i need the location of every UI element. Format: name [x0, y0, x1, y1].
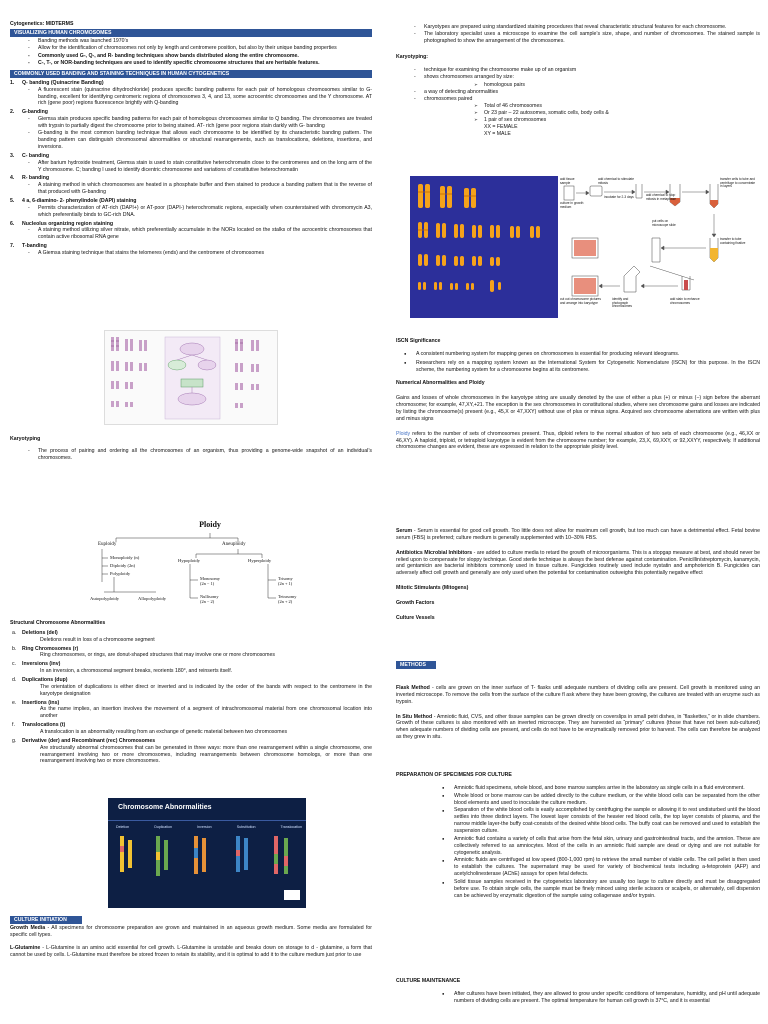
list-item: - shows chromosomes arranged by size: — [396, 74, 760, 81]
methods-section — [396, 661, 760, 741]
karyotype-photo — [410, 176, 558, 318]
list-item: - The laboratory specialist uses a microscope to examine the cell sample’s size, shape, and number of chromosomes. The stained sample is photographed to show the arrangement of the chromosomes. — [396, 31, 760, 45]
serum-paragraph: Serum - Serum is essential for good cell growth. Too little does not allow for maximum cell growth, but too much can have a detrimental effect. Fetal bovine serum (FBS) is preferred; culture medium is generally supplemented with 10–30% FBS. — [396, 528, 760, 541]
ploidy-diagram — [86, 520, 334, 614]
technique-title: 2. G-banding — [10, 109, 48, 116]
structural-desc: As the name implies, an insertion involves the movement of a segment of intrachromosomal material from one chromosomal location into another — [40, 706, 372, 720]
monoploidy-label: Monoploidy (n) — [110, 555, 140, 560]
technique-desc: - A staining method utilizing silver nitrate, which preferentially accumulate in the NORs located on the stalks of the acrocentric chromosomes that contain active ribosomal RNA gene — [10, 227, 372, 241]
culture-vessels: Culture Vessels — [396, 614, 435, 621]
karyotyping-def: - The process of pairing and ordering all the chromosomes of an organism, thus providing a genome-wide snapshot of an individual’s chromosomes. — [10, 448, 372, 462]
list-item: - Commonly used G-, Q-, and R- banding techniques show bands distributed along the entire chromosome. — [10, 53, 372, 60]
technique-title: 7. T-banding — [10, 243, 47, 250]
bullet-item: ● Amniotic fluid contains a variety of cells that arise from the fetal skin, urinary and gastrointestinal tracts, and the amnion. These are collectively referred to as amniocytes. Most of the cells in an amniotic fluid sample are dead or dying and are not suitable for cytogenetic analysis. — [396, 836, 760, 857]
structural-item: c. Inversions (inv) — [12, 661, 61, 668]
structural-section — [10, 620, 372, 765]
growth-media-paragraph: Growth Media - All specimens for chromosome preparation are grown and maintained in an aqueous growth medium. Some media are formulated for specific cell types. — [10, 925, 372, 938]
bullet-item: ● Amniotic fluid specimens, whole blood, and bone marrow samples arrive in the laboratory as single cells in a fluid environment. — [396, 785, 760, 792]
diploidy-label: Diploidy (2n) — [110, 563, 136, 568]
flow-step-3: incubate for 2-3 days — [604, 195, 634, 199]
sex-male: XY = MALE — [484, 130, 511, 137]
bullet-item: ● A consistent numbering system for mapping genes on chromosomes is essential for producing relevant ideograms. — [396, 351, 760, 358]
technique-title: 3. C- banding — [10, 152, 50, 159]
doc-title: Cytogenetics: MIDTERMS — [10, 21, 74, 27]
flow-step-11: add stain to enhance chromosomes — [670, 297, 700, 305]
ploidy-title: Ploidy — [199, 520, 221, 529]
arrow-item: ➢ Total of 46 chromosomes — [396, 103, 760, 110]
technique-title: 6. Nucleolus organizing region staining — [10, 220, 114, 227]
tetrasomy-label: Tetrasomy (2n + 2) — [278, 594, 297, 605]
mitotic-stimulants: Mitotic Stimulants (Mitogens) — [396, 585, 469, 592]
abnormality-chromosomes — [108, 832, 306, 904]
technique-desc: - Permits characterization of AT-rich (DAPI+) or AT-poor (DAPI-) heterochromatic regions, especially when counterstained with chromomycin A3, which preferentially binds to GC-rich DNA. — [10, 205, 372, 219]
arrow-item: ➢ 1 pair of sex chromosomes — [396, 117, 760, 124]
left-column — [10, 21, 372, 257]
bullet-item: ● Researchers rely on a mapping system known as the International System for Cytogenetic Nomenclature (ISCN) for this purpose. In the ISCN scheme, the numbering system for a chromosome begins at its centromere. — [396, 360, 760, 374]
bullet-item: ● After cultures have been initiated, they are allowed to grow under specific conditions of temperature, humidity, and pH until adequate numbers of dividing cells are present. The optimal temperature for human cell growth is 37°C, and it is essential — [396, 991, 760, 1005]
technique-desc: - After barium hydroxide treatment, Giemsa stain is used to stain constitutive heterochromatin close to the centromeres and on the long arm of the Y chromosome. C; banding I used to identify dicentric chromosome and variations of constitutive heterochromatin — [10, 160, 372, 174]
karyotype-procedure-flowchart — [560, 176, 756, 318]
list-item: - a way of detecting abnormalities — [396, 89, 760, 96]
karyotyping-left — [10, 436, 372, 462]
bullet-item: ● Solid tissue samples received in the cytogenetics laboratory are usually too large to culture directly and must be disaggregated before use. To obtain single cells, the sample must be finely minced using sterile scissors or scalpels, or alternately, cell dispersion can be achieved by enzymatic digestion of the sample using collagenase and/or trypsin. — [396, 879, 760, 900]
technique-desc: - G-banding is the most common banding technique that allows each chromosome to be identified by its characteristic banding pattern. The banding pattern can distinguish chromosomal abnormalities or structural rearrangements, such as translocations, deletions, insertions, and inversions. — [10, 130, 372, 151]
section-visualizing: VISUALIZING HUMAN CHROMOSOMES — [10, 29, 372, 37]
list-item: - Banding methods was launched 1970’s — [10, 38, 372, 45]
flow-step-4: add chemical to stop mitosis in metaphase — [646, 193, 676, 201]
maintenance-title: CULTURE MAINTENANCE — [396, 978, 461, 984]
flow-step-9: cut out chromosome pictures and arrange into karyotype — [560, 297, 601, 305]
autopolyploidy-label: Autopolyploidy — [90, 596, 120, 601]
numerical-paragraph: Gains and losses of whole chromosomes in the karyotype string are usually denoted by the use of either a plus (+) or minus (−) sign before the aberrant chromosome; for example, 47,XY,+21. The exception is the sex chromosomes in constitutional studies, where sex chromosome gains and losses are indicated by listing the chromosome(s) present (e.g., 45,X or 47,XXY) without use of plus or minus signs. Acquired sex chromosome aberrations are written with plus and minus signs — [396, 395, 760, 422]
nullisomy-label: Nullisomy (2n − 2) — [200, 594, 219, 605]
iscn-title: ISCN Significance — [396, 338, 441, 344]
karyotyping-title: Karyotyping — [10, 436, 41, 442]
chromosome-abnormalities-image — [108, 798, 306, 908]
visualizing-list — [10, 38, 372, 67]
antibiotics-paragraph: Antibiotics Microbial Inhibitors - are added to culture media to retard the growth of microorganisms. This is a stopgap measure at best, and should never be relied upon to compensate for sloppy technique. Good sterile technique is always the best defense against contamination. Penicillin/streptomycin, kanamycin, and gentamicin are bacterial inhibitors commonly used in tissue culture. Fungicides routinely used include nystatin and amphotericin B. Fungicides can adversely affect cell growth and generally are only used when the potential for contamination outweighs this potentially negative effect — [396, 549, 760, 577]
structural-desc: In an inversion, a chromosomal segment breaks, reorients 180°, and reinserts itself. — [40, 668, 233, 675]
technique-desc: - A staining method in which chromosomes are heated in a phosphate buffer and then stained to produce a banding pattern that is the reverse of that produced with G-banding — [10, 182, 372, 196]
technique-desc: - Giemsa stain produces specific banding patterns for each pair of homologous chromosomes similar to Q banding. The chromosomes are treated with trypsin to partially digest the chromosome prior to being stained. AT- rich (gene poor regions stain darkly with G- banding — [10, 116, 372, 130]
trisomy-label: Trisomy (2n + 1) — [278, 576, 293, 587]
flow-step-8: transfer to tube containing fixative — [720, 237, 746, 245]
list-item: - technique for examining the chromosome make up of an organism — [396, 67, 760, 74]
euploidy-label: Euploidy — [98, 542, 117, 547]
technique-desc: - A Giemsa staining technique that stains the telomeres (ends) and the centromere of chromosomes — [10, 250, 372, 257]
hyperploidy-label: Hyperploidy — [248, 558, 272, 563]
monosomy-label: Monosomy (2n − 1) — [200, 576, 221, 587]
structural-item: g. Derivative (der) and Recombinant (rec) Chromosomes — [12, 737, 156, 744]
arrow-item: ➢ homologous pairs — [396, 82, 760, 89]
list-item: - Allow for the identification of chromosomes not only by length and centromere position, but also by their unique banding properties — [10, 45, 372, 52]
structural-item: a. Deletions (del) — [12, 629, 58, 636]
allopolyploidy-label: Allopolyploidy — [138, 596, 167, 601]
flow-step-5: transfer cells to tube and centrifuge to concentrate in layers — [720, 177, 756, 189]
flow-step-6: culture in growth medium — [560, 201, 584, 209]
structural-title: Structural Chromosome Abnormalities — [10, 620, 106, 626]
media-section — [396, 528, 760, 622]
maintenance-section — [396, 978, 760, 1006]
flow-step-1: add tissue sample — [560, 177, 575, 185]
insitu-method-paragraph: In Situ Method - Amniotic fluid, CVS, and other tissue samples can be grown directly on coverslips in small petri dishes, in “flaskettes,” or in slide chambers. Growth of these cultures is also monitored with an inverted microscope. They are harvested as “primary” cultures (those that have not been sub-cultured) when adequate numbers of dividing cells are present, and cells do not have to be enzymatically removed prior to harvest. The cells can therefore be analyzed as they grew in situ. — [396, 713, 761, 741]
section-methods: METHODS — [396, 661, 436, 669]
culture-section — [10, 916, 372, 958]
l-glutamine-paragraph: L-Glutamine - L-Glutamine is an amino acid essential for cell growth. L-Glutamine is unstable and breaks down on storage to d - glutamine, a form that cannot be used by cells. L-Glutamine must therefore be stored frozen to retain its stability, and it is optimal to add it to the culture medium just prior to use — [10, 944, 372, 958]
structural-desc: A translocation is an abnormality resulting from an exchange of genetic material between two chromosomes — [40, 729, 288, 736]
ploidy-paragraph: Ploidy refers to the number of sets of chromosomes present. Thus, diploid refers to the normal situation of two sets of each chromosome (e.g., 46,XX or 46,XY). A haploid, triploid, or tetraploid karyotype is evident from the chromosome number; for example, 23,X, 69,XXY, or 92,XXYY, respectively. If additional chromosome changes are evident, these are expressed in relation to the appropriate ploidy level. — [396, 430, 760, 451]
sex-female: XX = FEMALE — [484, 123, 518, 130]
list-item: - chromosomes paired — [396, 96, 760, 103]
section-culture-initiation: CULTURE INITIATION — [10, 916, 82, 924]
structural-item: d. Duplications (dup) — [12, 677, 68, 684]
list-item: - Karyotypes are prepared using standardized staining procedures that reveal characteristic structural features for each chromosome. — [396, 24, 760, 31]
structural-item: e. Insertions (ins) — [12, 699, 60, 706]
technique-title: 1. Q- banding (Quinacrine Banding) — [10, 79, 104, 86]
right-column-top — [396, 24, 760, 138]
preparation-section — [396, 772, 760, 901]
technique-desc: - A fluorescent stain (quinacrine dihydrochloride) produces specific banding patterns for each pair of homologous chromosomes similar to G- banding, excellent for identifying centromeric regions of chromosomes 3, 4, and 13, some acrocentric chromosomes and the Y chromosome. AT rich (gene poor) regions fluorescence brightly with Q-banding — [10, 87, 372, 108]
arrow-item: ➢ Or 23 pair – 22 autosomes, somatic cells, body cells & — [396, 110, 760, 117]
list-item: - C-, T-, or NOR-banding techniques are used to identify specific chromosome structures that are heritable features. — [10, 60, 372, 67]
polyploidy-label: Polyploidy — [110, 571, 131, 576]
title-divider — [108, 820, 306, 821]
structural-desc: Are structurally abnormal chromosomes that can be generated in three ways: more than one rearrangement within a single chromosome, one rearrangement involving two or more chromosomes, including rearrangements between chromosome homologs, or more than one rearrangement involving two or more chromosomes. — [40, 744, 372, 765]
karyotyping-right-title: Karyotyping: — [396, 54, 428, 61]
structural-item: f. Translocations (t) — [12, 722, 66, 729]
hypoploidy-label: Hypoploidy — [178, 558, 200, 563]
flow-step-2: add chemical to stimulate mitosis — [598, 177, 634, 185]
bullet-item: ● Whole blood or bone marrow can be added directly to the culture medium, or the white blood cells can be separated from the other blood elements and used to inoculate the culture medium. — [396, 793, 760, 807]
technique-title: 5. 4 a, 6-diamino- 2- phenylindole (DAPI) staining — [10, 198, 137, 205]
preparation-title: PREPARATION OF SPECIMENS FOR CULTURE — [396, 772, 512, 778]
structural-desc: The orientation of duplications is either direct or inverted and is indicated by the order of the bands with respect to the centromere in the karyotype designation — [40, 683, 372, 697]
structural-desc: Ring chromosomes, or rings, are donut-shaped structures that may involve one or more chromosomes — [40, 652, 275, 659]
bullet-item: ● Separation of the white blood cells is easily accomplished by centrifuging the sample or allowing it to rest undisturbed until the blood settles into three distinct layers. The lowest layer consists of the heavier red blood cells, the top layer consists of plasma, and the narrow middle layer-the buffy coat-consists of the desired white blood cells. The buffy coat can be removed and used to establish the suspension culture. — [396, 807, 760, 834]
flask-method-paragraph: Flask Method - cells are grown on the inner surface of T- flasks until adequate numbers of dividing cells are present. Cell growth is monitored using an inverted microscope. To remove the cells from the surface of the culture fl ask where they have been growing, the cultures are treated with an enzyme such as trypsin. — [396, 685, 760, 705]
aneuploidy-label: Aneuploidy — [222, 542, 246, 547]
flow-step-10: identify and photograph chromosomes — [612, 297, 633, 309]
growth-factors: Growth Factors — [396, 600, 435, 607]
section-banding: COMMONLY USED BANDING AND STAINING TECHNIQUES IN HUMAN CYTOGENETICS — [10, 70, 372, 78]
techniques-list — [10, 80, 372, 257]
abnormalities-image-title: Chromosome Abnormalities — [118, 804, 212, 811]
technique-title: 4. R- banding — [10, 175, 50, 182]
banding-karyotype-image — [104, 330, 278, 425]
abnormality-type-labels: Deletion Duplication Inversion Substitution Translocation — [116, 825, 302, 829]
numerical-title: Numerical Abnormalities and Ploidy — [396, 380, 485, 387]
structural-item: b. Ring Chromosomes (r) — [12, 645, 79, 652]
iscn-section — [396, 338, 760, 451]
bullet-item: ● Amniotic fluids are centrifuged at low speed (800-1,000 rpm) to retrieve the small number of viable cells. The cell pellet is then used to establish the cultures. The supernatant may be used for variety of biochemical tests including a-fetoprotein (AFP) and acetylcholinesterase (AChE) assays for open fetal defects. — [396, 857, 760, 878]
structural-desc: Deletions result in loss of a chromosome segment — [40, 636, 155, 643]
flow-step-7: put cells on microscope slide — [652, 219, 676, 227]
